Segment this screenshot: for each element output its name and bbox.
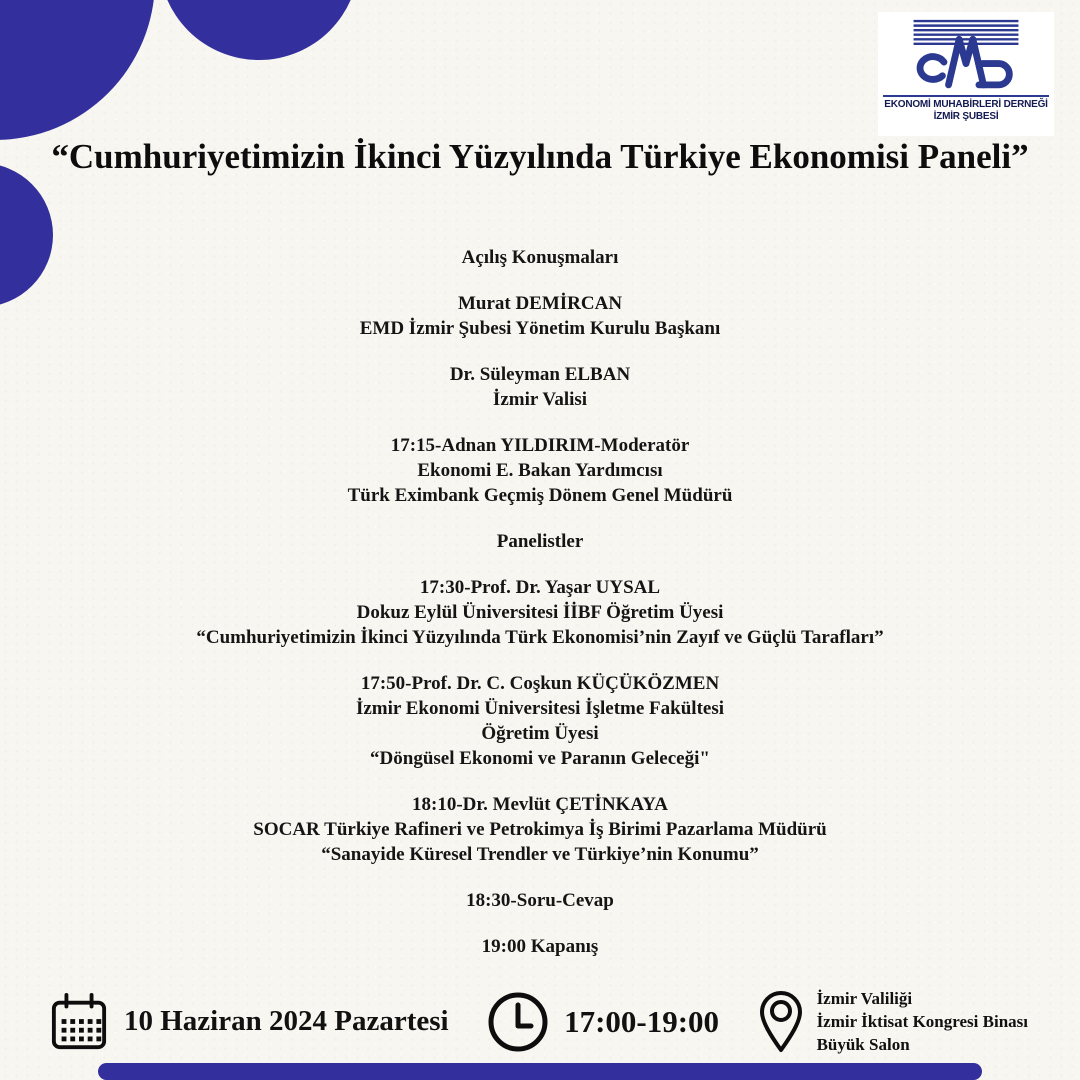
emd-logo xyxy=(878,12,1054,136)
event-time: 17:00-19:00 xyxy=(564,1003,720,1039)
event-venue: İzmir Valiliği İzmir İktisat Kongresi Binası Büyük Salon xyxy=(816,989,1028,1054)
event-details-row xyxy=(0,987,1080,1056)
program-section: 17:50-Prof. Dr. C. Coşkun KÜÇÜKÖZMEN İzmir Ekonomi Üniversitesi İşletme Fakültesi Öğretim Üyesi “Döngüsel Ekonomi ve Paranın Geleceği" xyxy=(355,673,724,769)
event-date: 10 Haziran 2024 Pazartesi xyxy=(124,1005,449,1037)
bottom-accent-bar xyxy=(98,1063,982,1080)
program-section: Murat DEMİRCAN EMD İzmir Şubesi Yönetim Kurulu Başkanı xyxy=(359,293,721,339)
date-group xyxy=(50,992,449,1052)
program-section: Dr. Süleyman ELBAN İzmir Valisi xyxy=(449,364,631,410)
clock-icon xyxy=(486,990,550,1054)
emd-emblem-icon xyxy=(903,18,1029,94)
program xyxy=(0,245,1080,980)
page-title: “Cumhuriyetimizin İkinci Yüzyılında Türkiye Ekonomisi Paneli” xyxy=(51,137,1029,176)
program-section: Açılış Konuşmaları xyxy=(461,247,619,268)
location-pin-icon xyxy=(757,990,805,1054)
logo-org-name: EKONOMİ MUHABİRLERİ DERNEĞİ İZMİR ŞUBESİ xyxy=(884,99,1048,122)
program-section: 18:30-Soru-Cevap xyxy=(466,890,614,911)
calendar-icon xyxy=(50,992,108,1052)
decor-circle-top xyxy=(159,0,359,60)
program-section: 19:00 Kapanış xyxy=(481,936,599,957)
program-section: 17:30-Prof. Dr. Yaşar UYSAL Dokuz Eylül Üniversitesi İİBF Öğretim Üyesi “Cumhuriyetimizin İkinci Yüzyılında Türk Ekonomisi’nin Zayıf ve Güçlü Tarafları” xyxy=(196,577,884,648)
program-section: 17:15-Adnan YILDIRIM-Moderatör Ekonomi E. Bakan Yardımcısı Türk Eximbank Geçmiş Dönem Genel Müdürü xyxy=(347,435,733,506)
venue-group xyxy=(757,987,1028,1056)
logo-divider xyxy=(883,95,1049,97)
time-group xyxy=(486,990,719,1054)
program-section: Panelistler xyxy=(496,531,584,552)
decor-circle-large xyxy=(0,0,155,140)
program-section: 18:10-Dr. Mevlüt ÇETİNKAYA SOCAR Türkiye Rafineri ve Petrokimya İş Birimi Pazarlama Müdürü “Sanayide Küresel Trendler ve Türkiye’nin Konumu” xyxy=(253,794,827,865)
